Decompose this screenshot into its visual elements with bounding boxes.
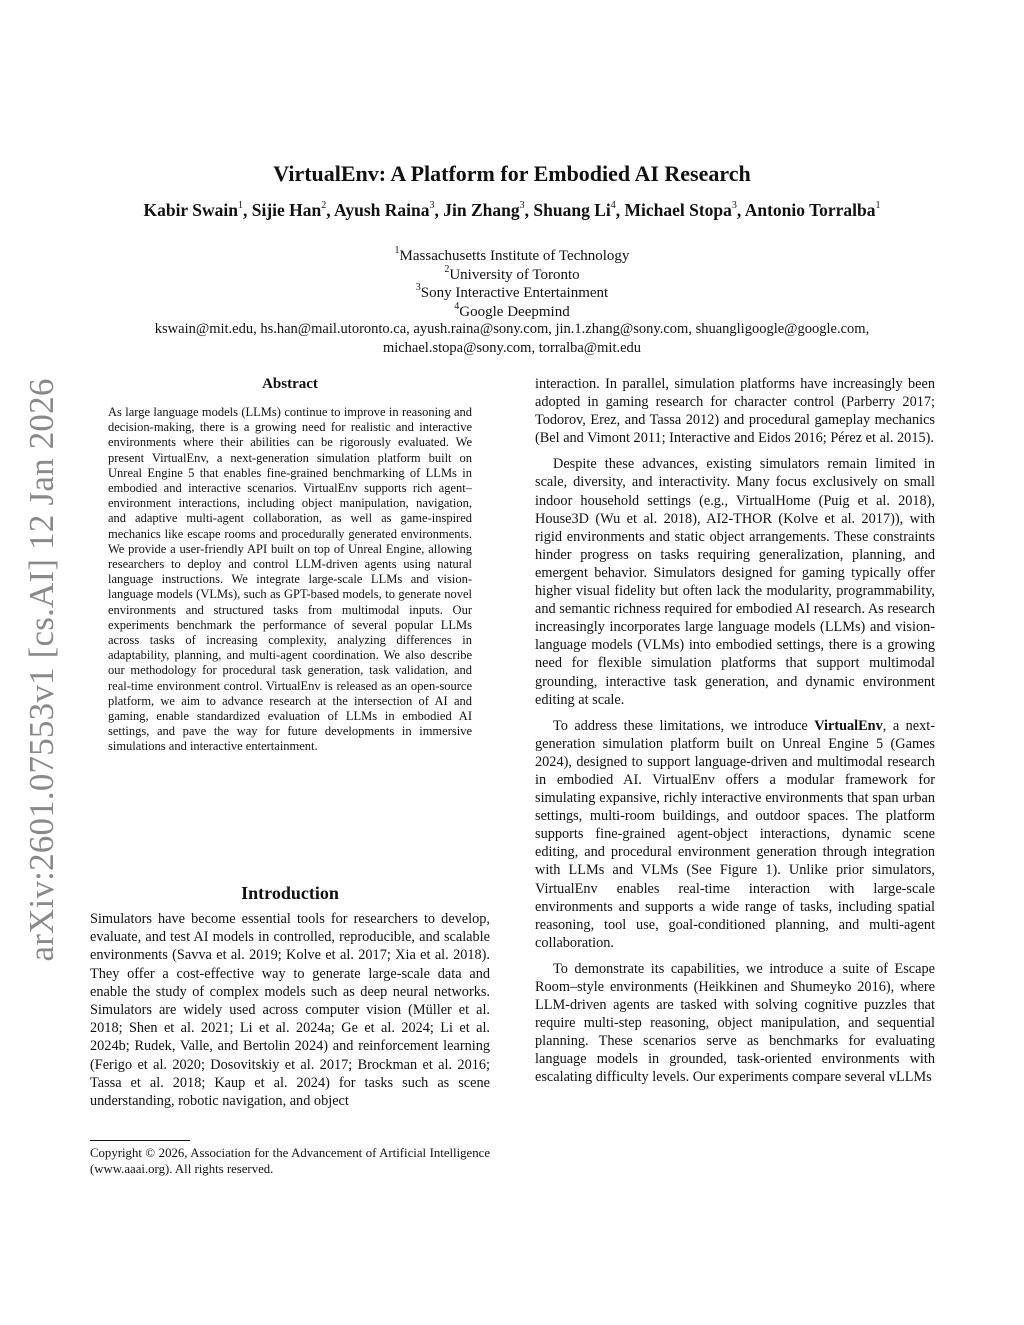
author: Antonio Torralba$^1$ <box>744 200 881 220</box>
affiliation: $^4$Google Deepmind <box>454 300 570 320</box>
body-paragraph: To demonstrate its capabilities, we introduce a suite of Escape Room–style environments (Heikkinen and Shumeyko 2016), where LLM-driven agents are tasked with solving cognitive puzzles that require multi-step reasoning, object manipulation, and sequential planning. These scenarios serve as benchmarks for evaluating language models in grounded, task-oriented environments with escalating difficulty levels. Our experiments compare several vLLMs <box>535 960 935 1086</box>
footnote-divider <box>90 1140 190 1141</box>
author: Michael Stopa$^3$, <box>624 200 745 220</box>
affiliation: $^3$Sony Interactive Entertainment <box>415 282 609 301</box>
author: Jin Zhang$^3$, <box>443 200 534 220</box>
author: Shuang Li$^4$, <box>533 200 625 220</box>
body-paragraph: interaction. In parallel, simulation platforms have increasingly been adopted in gaming research for character control (Parberry 2017; Todorov, Erez, and Tassa 2012) and procedural gameplay mechanics (Bel and Vimont 2011; Interactive and Eidos 2016; Pérez et al. 2015). <box>535 376 935 447</box>
paper-title: VirtualEnv: A Platform for Embodied AI Research <box>273 161 751 186</box>
body-paragraph: Despite these advances, existing simulators remain limited in scale, diversity, and interactivity. Many focus exclusively on small indoor household settings (e.g., VirtualHome (Puig et al. 2018), House3D (Wu et al. 2018), AI2-THOR (Kolve et al. 2017)), with rigid environments and static object arrangements. These constraints hinder progress on tasks requiring generalization, planning, and emergent behavior. Simulators designed for gaming typically offer higher visual fidelity but often lack the modularity, programmability, and semantic richness required for embodied AI research. As research increasingly incorporates large language models (LLMs) and vision-language models (VLMs) into embodied settings, there is a growing need for flexible simulation platforms that support multimodal grounding, interactive task generation, and dynamic environment editing at scale. <box>535 456 935 708</box>
author: Sijie Han$^2$, <box>251 200 335 220</box>
body-paragraph: To address these limitations, we introduce VirtualEnv, a next-generation simulation platform built on Unreal Engine 5 (Games 2024), designed to support language-driven and multimodal research in embodied AI. VirtualEnv offers a modular framework for simulating expansive, richly interactive environments that span urban settings, multi-room buildings, and outdoor spaces. The platform supports fine-grained agent-object interactions, dynamic scene editing, and procedural environment generation through integration with LLMs and VLMs (See Figure 1). Unlike prior simulators, VirtualEnv enables real-time interaction with large-scale environments and supports a wide range of tasks, including spatial reasoning, tool use, goal-conditioned planning, and multi-agent collaboration. <box>535 717 935 951</box>
introduction-paragraph: Simulators have become essential tools for researchers to develop, evaluate, and test AI models in controlled, reproducible, and scalable environments (Savva et al. 2019; Kolve et al. 2017; Xia et al. 2018). They offer a cost-effective way to generate large-scale data and enable the study of complex models such as deep neural networks. Simulators are widely used across computer vision (Müller et al. 2018; Shen et al. 2021; Li et al. 2024a; Ge et al. 2024; Li et al. 2024b; Rudek, Valle, and Bertolin 2024) and reinforcement learning (Ferigo et al. 2020; Dosovitskiy et al. 2017; Brockman et al. 2016; Tassa et al. 2018; Kaup et al. 2024) for tasks such as scene understanding, robotic navigation, and object <box>90 911 490 1110</box>
author: Ayush Raina$^3$, <box>334 200 444 220</box>
author-emails: kswain@mit.edu, hs.han@mail.utoronto.ca, ayush.raina@sony.com, jin.1.zhang@sony.com, shuangligoogle@google.com, michael.stopa@sony.com, torralba@mit.edu <box>154 321 870 356</box>
right-column <box>535 375 935 1095</box>
introduction-heading: Introduction <box>241 883 339 903</box>
arxiv-identifier: arXiv:2601.07553v1 [cs.AI] 12 Jan 2026 <box>22 378 61 962</box>
copyright-footnote: Copyright © 2026, Association for the Advancement of Artificial Intelligence (www.aaai.org). All rights reserved. <box>90 1146 490 1176</box>
author: Kabir Swain$^1$, <box>143 200 252 220</box>
abstract-heading: Abstract <box>262 376 318 392</box>
emphasized-name: VirtualEnv <box>814 717 883 734</box>
introduction-text <box>90 910 490 1110</box>
affiliation: $^2$University of Toronto <box>444 263 580 283</box>
affiliation-list <box>90 247 934 321</box>
affiliation: $^1$Massachusetts Institute of Technology <box>394 245 630 264</box>
abstract-text: As large language models (LLMs) continue to improve in reasoning and decision-making, there is a growing need for realistic and interactive environments where their abilities can be rigorously evaluated. We present VirtualEnv, a next-generation simulation platform built on Unreal Engine 5 that enables fine-grained benchmarking of LLMs in embodied and interactive scenarios. VirtualEnv supports rich agent–environment interactions, including object manipulation, navigation, and adaptive multi-agent collaboration, as well as game-inspired mechanics like escape rooms and procedurally generated environments. We provide a user-friendly API built on top of Unreal Engine, allowing researchers to deploy and control LLM-driven agents using natural language instructions. We integrate large-scale LLMs and vision-language models (VLMs), such as GPT-based models, to generate novel environments and structured tasks from multimodal inputs. Our experiments benchmark the performance of several popular LLMs across tasks of increasing complexity, analyzing differences in adaptability, planning, and multi-agent coordination. We also describe our methodology for procedural task generation, task validation, and real-time environment control. VirtualEnv is released as an open-source platform, we aim to advance research at the intersection of AI and gaming, enable standardized evaluation of LLMs in embodied AI settings, and pave the way for future developments in immersive simulations and interactive entertainment. <box>108 405 472 754</box>
author-list <box>100 199 924 222</box>
